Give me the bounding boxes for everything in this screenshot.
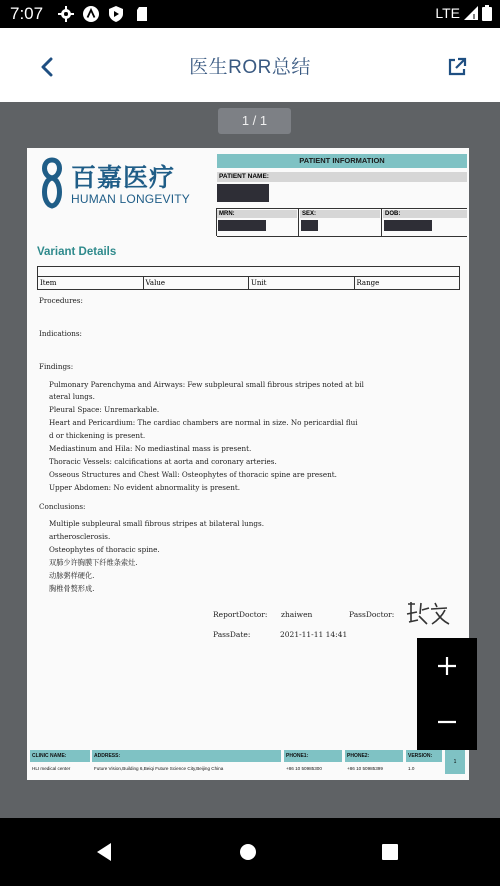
plus-icon	[436, 655, 458, 677]
sex-label: SEX:	[300, 210, 380, 218]
pass-doctor-label: PassDoctor:	[349, 610, 395, 619]
redacted-patient-name	[217, 184, 269, 202]
finding-line: Mediastinum and Hila: No mediastinal mass is present.	[49, 444, 252, 453]
open-external-button[interactable]	[440, 50, 474, 84]
divider	[217, 236, 467, 237]
finding-line: Upper Abdomen: No evident abnormality is present.	[49, 483, 241, 492]
logo-english: HUMAN LONGEVITY	[71, 192, 191, 206]
network-type: LTE	[435, 5, 460, 21]
page-indicator: 1 / 1	[218, 108, 291, 134]
table-header-unit: Unit	[249, 277, 355, 289]
finding-line: Pleural Space: Unremarkable.	[49, 405, 160, 414]
divider	[381, 208, 382, 236]
footer-version-value: 1.0	[408, 766, 415, 771]
table-header-range: Range	[356, 279, 380, 287]
variant-details-title: Variant Details	[37, 246, 117, 258]
procedures-label: Procedures:	[39, 296, 83, 305]
square-recents-icon	[381, 843, 399, 861]
pass-date-label: PassDate:	[213, 630, 251, 639]
table-title-row	[37, 266, 460, 277]
footer-page-number: 1	[445, 750, 465, 774]
divider	[216, 208, 217, 236]
footer-phone1-label: PHONE1:	[284, 750, 342, 762]
status-time: 7:07	[10, 4, 44, 23]
battery-icon	[482, 5, 492, 21]
patient-info-header: PATIENT INFORMATION	[217, 154, 467, 168]
finding-line: Heart and Pericardium: The cardiac chambers are normal in size. No pericardial flui	[49, 418, 358, 427]
page-title: 医生ROR总结	[189, 57, 311, 78]
minus-icon	[436, 711, 458, 733]
footer-version-label: VERSION:	[406, 750, 442, 762]
mrn-label: MRN:	[217, 210, 297, 218]
app-a-icon	[83, 6, 99, 22]
system-nav-bar	[0, 818, 500, 886]
patient-name-label: PATIENT NAME:	[217, 172, 467, 182]
finding-line: d or thickening is present.	[49, 431, 146, 440]
app-bar	[0, 28, 500, 102]
divider	[298, 208, 299, 236]
sd-card-icon	[134, 6, 150, 22]
finding-line: ateral lungs.	[49, 392, 95, 401]
conclusion-line: artherosclerosis.	[49, 532, 111, 541]
footer-clinic-value: HLI medical center	[32, 766, 71, 771]
logo-chinese: 百嘉医疗	[71, 163, 176, 192]
footer-phone1-value: +86 10 50985300	[286, 766, 322, 771]
report-doctor-name: zhaiwen	[281, 610, 313, 619]
footer-address-label: ADDRESS:	[92, 750, 281, 762]
signal-icon	[464, 6, 478, 20]
signature-image	[405, 600, 451, 626]
finding-line: Osseous Structures and Chest Wall: Osteophytes of thoracic spine are present.	[49, 470, 337, 479]
findings-label: Findings:	[39, 362, 74, 371]
zoom-out-button[interactable]	[417, 694, 477, 750]
table-header-item: Item	[38, 277, 144, 289]
footer-phone2-value: +86 10 50985399	[347, 766, 383, 771]
open-in-new-icon	[447, 57, 467, 77]
zoom-in-button[interactable]	[417, 638, 477, 694]
triangle-back-icon	[95, 842, 113, 862]
indications-label: Indications:	[39, 329, 82, 338]
finding-line: Thoracic Vessels: calcifications at aorta and coronary arteries.	[49, 457, 277, 466]
table-header-value: Value	[144, 277, 250, 289]
logo-mark-icon	[39, 156, 65, 210]
gear-icon	[58, 6, 74, 22]
dob-label: DOB:	[383, 210, 467, 218]
nav-home-button[interactable]	[228, 832, 268, 872]
conclusion-line: 胸椎骨赘形成.	[49, 584, 95, 593]
conclusion-line: Multiple subpleural small fibrous stripes at bilateral lungs.	[49, 519, 265, 528]
nav-back-button[interactable]	[84, 832, 124, 872]
redacted-dob	[384, 220, 432, 231]
report-page	[27, 148, 469, 780]
conclusions-label: Conclusions:	[39, 502, 86, 511]
shield-play-icon	[108, 6, 124, 22]
conclusion-line: Osteophytes of thoracic spine.	[49, 545, 160, 554]
conclusion-line: 双肺少许胸膜下纤维条索灶.	[49, 558, 138, 567]
redacted-sex	[301, 220, 318, 231]
pdf-viewer[interactable]	[0, 102, 500, 818]
nav-recents-button[interactable]	[370, 832, 410, 872]
redacted-mrn	[218, 220, 266, 231]
pass-date: 2021-11-11 14:41	[280, 630, 348, 639]
zoom-controls	[417, 638, 477, 750]
report-doctor-label: ReportDoctor:	[213, 610, 268, 619]
finding-line: Pulmonary Parenchyma and Airways: Few subpleural small fibrous stripes noted at bil	[49, 380, 364, 389]
footer-address-value: Future Vision,Building 6,Beiqi Future Science City,Beijing China	[94, 766, 224, 771]
conclusion-line: 动脉粥样硬化.	[49, 571, 95, 580]
footer-clinic-label: CLINIC NAME:	[30, 750, 90, 762]
divider	[217, 208, 467, 209]
status-right	[435, 5, 492, 21]
circle-home-icon	[239, 843, 257, 861]
status-bar	[0, 0, 500, 28]
table-header	[37, 277, 460, 290]
footer-phone2-label: PHONE2:	[345, 750, 403, 762]
